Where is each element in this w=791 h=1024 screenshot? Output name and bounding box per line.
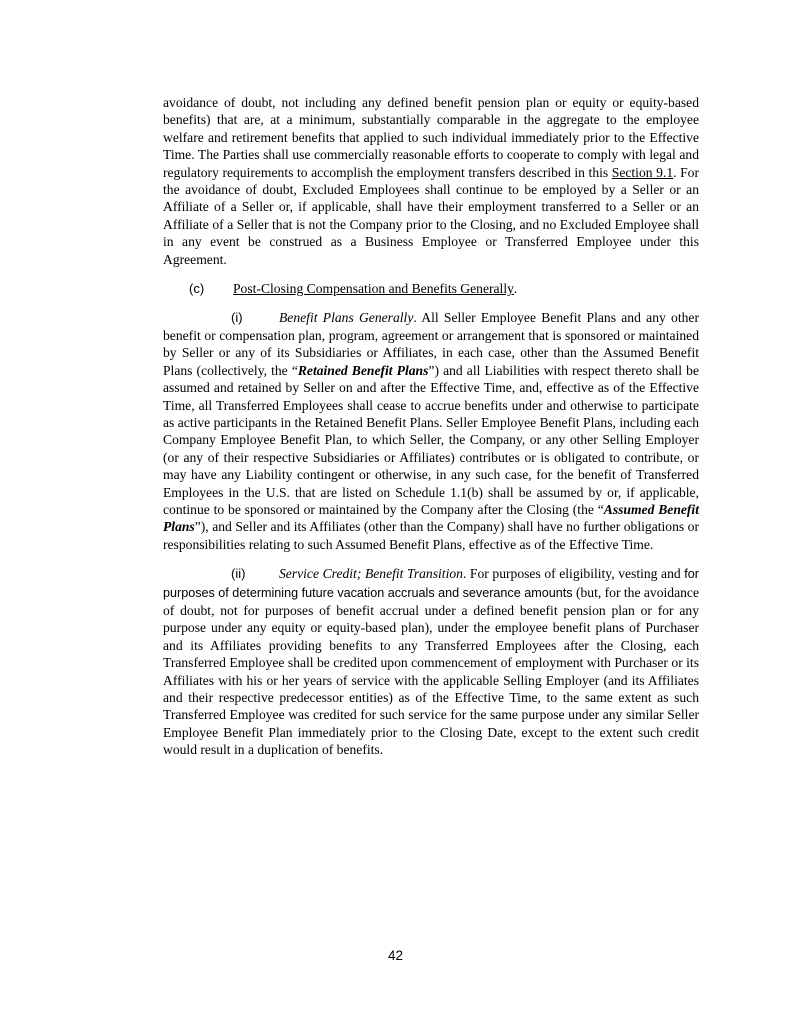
paragraph-text: . For the avoidance of doubt, Excluded Employees shall continue to be employed by a Seller or an Affiliate of a Seller or, if applicable, shall have their employment transferred to a Seller or an Affiliate of a Seller that is not the Company prior to the Closing, and no Excluded Employee shall in any event be construed as a Business Employee or Transferred Employee under this Agreement.	[163, 164, 699, 267]
paragraph-text: ”), and Seller and its Affiliates (other than the Company) shall have no further obligations or responsibilities relating to such Assumed Benefit Plans, effective as of the Effective Time.	[163, 519, 699, 552]
paragraph-i	[163, 309, 699, 553]
subsection-marker: (ii)	[231, 566, 246, 582]
page-number: 42	[387, 948, 404, 963]
subsection-heading-period: .	[413, 310, 417, 326]
paragraph-continuation	[163, 94, 699, 268]
section-reference: Section 9.1	[611, 164, 674, 180]
subsection-heading-period: .	[462, 566, 467, 582]
section-marker: (c)	[189, 281, 205, 297]
inserted-text: for purposes of determining future vacation accruals and severance amounts	[163, 567, 699, 600]
subsection-heading: Service Credit; Benefit Transition	[279, 566, 463, 582]
subsection-heading: Benefit Plans Generally	[279, 310, 414, 326]
paragraph-text: ”) and all Liabilities with respect thereto shall be assumed and retained by Seller on and after the Effective Time, and, effective as of the Effective Time, all Transferred Employees shall cease to accrue benefits under and otherwise to participate as active participants in the Retained Benefit Plans. Seller Employee Benefit Plans, including each Company Employee Benefit Plan, to which Seller, the Company, or any other Selling Employer (or any of their respective Subsidiaries or Affiliates) contributes or is obligated to contribute, or may have any Liability contingent or otherwise, in any such case, for the benefit of Transferred Employees in the U.S. that are listed on Schedule 1.1(b) shall be assumed by or, if applicable, continue to be sponsored or maintained by the Company after the Closing (the “	[163, 362, 699, 517]
subsection-marker: (i)	[231, 310, 243, 326]
defined-term: Assumed Benefit Plans	[163, 501, 699, 535]
paragraph-text: For purposes of eligibility, vesting and	[466, 566, 685, 582]
paragraph-ii	[163, 565, 699, 758]
paragraph-text: avoidance of doubt, not including any defined benefit pension plan or equity or equity-based benefits) that are, at a minimum, substantially comparable in the aggregate to the employee welfare and retirement benefits that applied to such individual immediately prior to the Effective Time. The Parties shall use commercially reasonable efforts to cooperate to comply with legal and regulatory requirements to accomplish the employment transfers described in this	[163, 95, 699, 180]
paragraph-text: All Seller Employee Benefit Plans and any other benefit or compensation plan, program, agreement or arrangement that is sponsored or maintained by Seller or any of its Subsidiaries or Affiliates, in each case, other than the Assumed Benefit Plans (collectively, the “	[163, 310, 699, 378]
section-title-period: .	[513, 281, 518, 297]
defined-term: Retained Benefit Plans	[297, 362, 429, 378]
document-page	[163, 94, 699, 759]
section-c-heading	[163, 280, 699, 297]
section-title: Post-Closing Compensation and Benefits Generally	[233, 281, 514, 297]
paragraph-text: (but, for the avoidance of doubt, not for purposes of benefit accrual under a defined benefit pension plan or for any purpose under any equity or equity-based plan), under the employee benefit plans of Purchaser and its Affiliates providing benefits to any Transferred Employees after the Closing, each Transferred Employee shall be credited upon commencement of employment with Purchaser or its Affiliates with his or her years of service with the applicable Selling Employer (and its Affiliates and their respective predecessor entities) as of the Effective Time, to the same extent as such Transferred Employee was credited for such service for the same purpose under any similar Seller Employee Benefit Plan immediately prior to the Closing Date, except to the extent such credit would result in a duplication of benefits.	[163, 584, 699, 758]
